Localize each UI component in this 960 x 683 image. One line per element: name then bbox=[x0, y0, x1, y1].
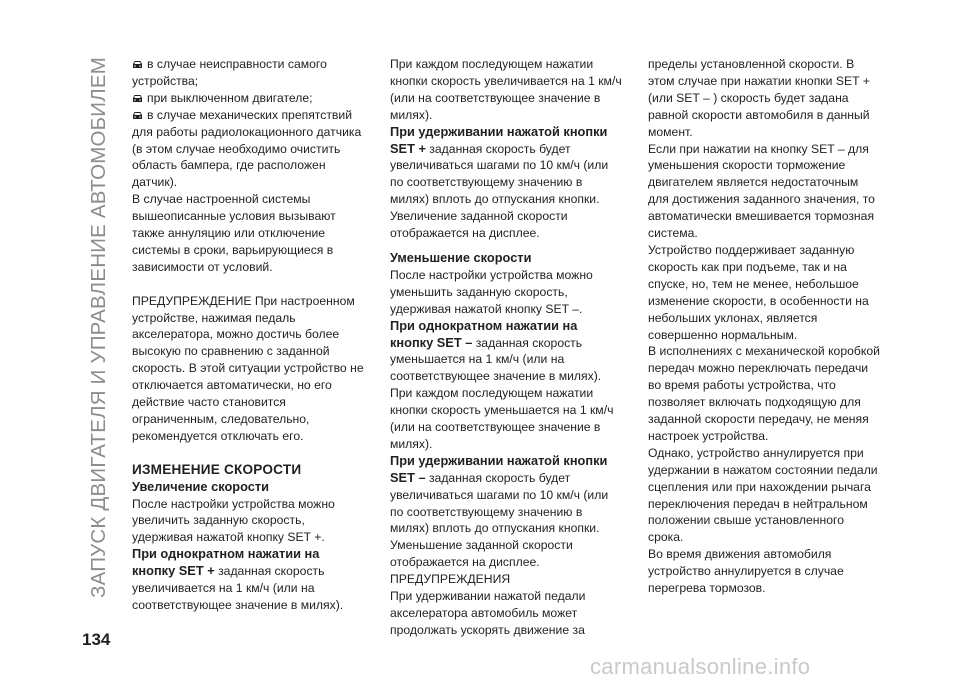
paragraph: Если при нажатии на кнопку SET – для уменьшения скорости торможение двигателем является недостаточным для достижения заданного значения, то автоматически вмешивается тормозная система. bbox=[648, 141, 875, 241]
list-item-text: в случае неисправности самого устройства; bbox=[132, 57, 327, 88]
subsection-heading: Уменьшение скорости bbox=[390, 249, 532, 265]
page-number: 134 bbox=[82, 630, 111, 649]
section-heading: ИЗМЕНЕНИЕ СКОРОСТИ bbox=[132, 461, 302, 477]
paragraph: В исполнениях с механической коробкой передач можно переключать передачи во время работы устройства, что позволяет включать подходящую для заданной скорости передачу, не меняя настроек устройства. bbox=[648, 344, 880, 443]
paragraph bbox=[390, 453, 622, 571]
car-bullet-icon bbox=[132, 94, 143, 103]
bold-lead: При удерживании нажатой кнопки SET + bbox=[390, 123, 608, 156]
paragraph-text: заданная скорость увеличивается на 1 км/ч (или на соответствующее значение в милях). bbox=[132, 564, 344, 612]
paragraph bbox=[390, 318, 622, 386]
warning-label: ПРЕДУПРЕЖДЕНИЯ bbox=[390, 572, 511, 587]
bold-lead: При однократном нажатии на кнопку SET + bbox=[132, 546, 320, 579]
list-item-text: при выключенном двигателе; bbox=[147, 90, 313, 105]
list-item bbox=[132, 90, 364, 107]
car-bullet-icon bbox=[132, 60, 143, 69]
paragraph bbox=[132, 546, 364, 614]
paragraph bbox=[390, 124, 622, 242]
paragraph-text: заданная скорость будет увеличиваться шагами по 10 км/ч (или по соответствующему значению в милях) вплоть до отпускания кнопки. Уменьшение заданной скорости отображается на дисплее. bbox=[390, 470, 609, 570]
paragraph: Устройство поддерживает заданную скорость как при подъеме, так и на спуске, но, тем не менее, небольшое изменение скорости, в особенности на небольших уклонах, является совершенно нормальным. bbox=[648, 242, 869, 342]
list-item-text: в случае механических препятствий для работы радиолокационного датчика (в этом случае необходимо очистить область бампера, где расположен датчик). bbox=[132, 107, 362, 190]
subsection-heading: Увеличение скорости bbox=[132, 478, 269, 494]
car-bullet-icon bbox=[132, 111, 143, 120]
paragraph-text: заданная скорость уменьшается на 1 км/ч (или на соответствующее значение в милях). bbox=[390, 335, 602, 384]
watermark-text: carmanualsonline.info bbox=[590, 654, 811, 679]
text-column-3 bbox=[648, 56, 880, 597]
paragraph: При каждом последующем нажатии кнопки скорость увеличивается на 1 км/ч (или на соответствующее значение в милях). bbox=[390, 57, 622, 122]
paragraph-text: заданная скорость будет увеличиваться шагами по 10 км/ч (или по соответствующему значению в милях) вплоть до отпускания кнопки. Увеличение заданной скорости отображается на дисплее. bbox=[390, 141, 609, 241]
warning-paragraph bbox=[132, 293, 364, 445]
text-column-2 bbox=[390, 56, 622, 639]
text-column-1 bbox=[132, 56, 364, 614]
paragraph: При удерживании нажатой педали акселератора автомобиль может продолжать ускорять движение за bbox=[390, 589, 586, 637]
list-item bbox=[132, 56, 364, 90]
paragraph: После настройки устройства можно увеличить заданную скорость, удерживая нажатой кнопку SET +. bbox=[132, 496, 335, 545]
paragraph: После настройки устройства можно уменьшить заданную скорость, удерживая нажатой кнопку SET –. bbox=[390, 267, 593, 316]
list-item bbox=[132, 107, 364, 192]
paragraph: В случае настроенной системы вышеописанные условия вызывают также аннуляцию или отключение системы в сроки, варьирующиеся в зависимости от условий. bbox=[132, 192, 336, 274]
paragraph: пределы установленной скорости. В этом случае при нажатии кнопки SET + (или SET – ) скорость будет задана равной скорости автомобиля в данный момент. bbox=[648, 57, 870, 139]
bold-lead: При удерживании нажатой кнопки SET – bbox=[390, 452, 608, 485]
warning-label: ПРЕДУПРЕЖДЕНИЕ bbox=[132, 293, 252, 308]
paragraph: При каждом последующем нажатии кнопки скорость уменьшается на 1 км/ч (или на соответствующее значение в милях). bbox=[390, 386, 614, 451]
warning-text: При настроенном устройстве, нажимая педаль акселератора, можно достичь более высокую по сравнению с заданной скорость. В этой ситуации устройство не отключается автоматически, но его действие часто становится ограниченным, следовательно, рекомендуется отключать его. bbox=[132, 293, 364, 443]
paragraph: Однако, устройство аннулируется при удержании в нажатом состоянии педали сцепления или при нахождении рычага переключения передач в нейтральном положении свыше установленного срока. bbox=[648, 445, 878, 545]
chapter-side-title: ЗАПУСК ДВИГАТЕЛЯ И УПРАВЛЕНИЕ АВТОМОБИЛЕМ bbox=[87, 56, 110, 598]
paragraph: Во время движения автомобиля устройство аннулируется в случае перегрева тормозов. bbox=[648, 547, 844, 596]
bold-lead: При однократном нажатии на кнопку SET – bbox=[390, 317, 578, 350]
